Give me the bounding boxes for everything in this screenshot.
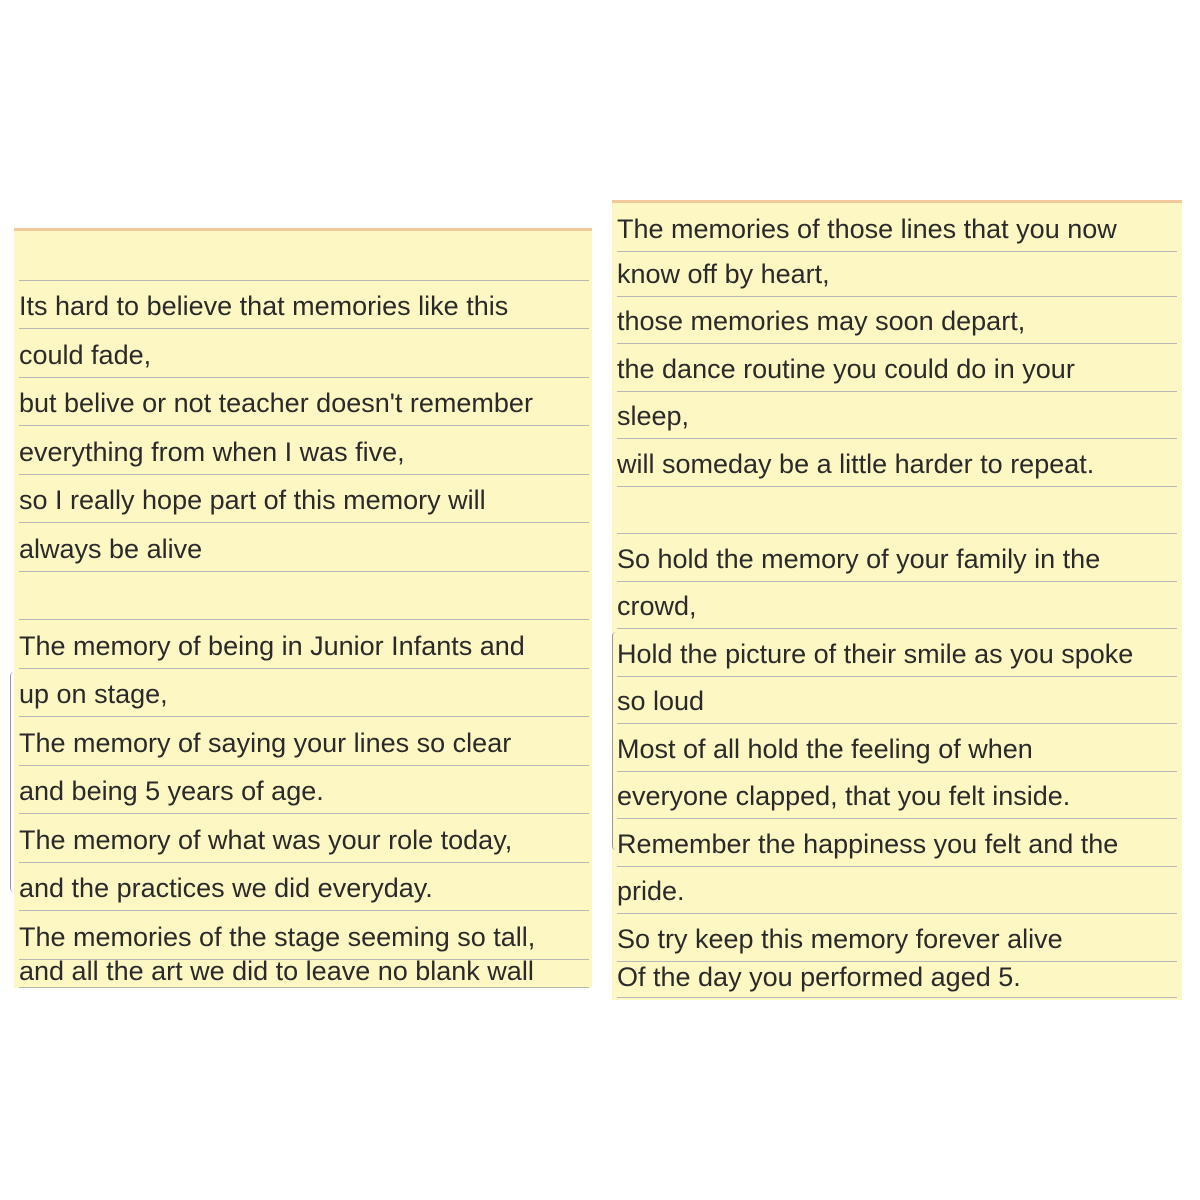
left-note-line-15-text: The memories of the stage seeming so tall, [19, 921, 536, 952]
right-note-line-3-text: those memories may soon depart, [617, 306, 1026, 336]
right-note-line-5-text: sleep, [617, 401, 690, 431]
left-note-line-8 [19, 572, 589, 621]
right-note-line-7 [617, 486, 1177, 535]
right-note-line-2 [617, 248, 1177, 297]
right-note-line-8-text: So hold the memory of your family in the [617, 543, 1101, 574]
right-note-line-12-text: Most of all hold the feeling of when [617, 733, 1033, 764]
left-note-line-10 [19, 669, 589, 718]
left-note-line-9-text: The memory of being in Junior Infants and [19, 630, 525, 661]
left-margin-mark [10, 672, 17, 892]
left-note-line-11-text: The memory of saying your lines so clear [19, 727, 512, 758]
left-note-line-12-text: and being 5 years of age. [19, 776, 324, 806]
right-note-line-14-text: Remember the happiness you felt and the [617, 828, 1119, 859]
left-note-line-1 [19, 232, 589, 281]
right-note-line-13 [617, 771, 1177, 820]
right-note-line-17-text: Of the day you performed aged 5. [617, 961, 1021, 992]
right-note-line-10 [617, 628, 1177, 677]
left-note-line-9 [19, 620, 589, 669]
left-note-line-4 [19, 378, 589, 427]
right-note-line-3 [617, 296, 1177, 345]
left-note-line-2 [19, 281, 589, 330]
right-note-line-11-text: so loud [617, 686, 705, 716]
left-note-line-4-text: but belive or not teacher doesn't remember [19, 388, 533, 418]
left-note-line-6-text: so I really hope part of this memory will [19, 485, 486, 515]
right-note-line-6-text: will someday be a little harder to repeat. [617, 448, 1095, 479]
left-note-line-6 [19, 475, 589, 524]
left-note-line-5-text: everything from when I was five, [19, 436, 405, 467]
left-note-top-border [14, 228, 592, 231]
left-note-page [14, 228, 592, 988]
left-note-line-7-text: always be alive [19, 533, 203, 564]
left-note-line-15 [19, 911, 589, 960]
right-note-line-1-text: The memories of those lines that you now [617, 213, 1117, 244]
right-note-line-4-text: the dance routine you could do in your [617, 353, 1075, 384]
right-note-line-9 [617, 581, 1177, 630]
right-note-line-15 [617, 866, 1177, 915]
left-note-line-12 [19, 766, 589, 815]
left-note-line-3 [19, 329, 589, 378]
left-note-line-2-text: Its hard to believe that memories like this [19, 291, 509, 321]
right-note-line-9-text: crowd, [617, 591, 697, 621]
left-note-line-13-text: The memory of what was your role today, [19, 824, 513, 855]
right-note-page [612, 200, 1182, 1000]
right-margin-mark [612, 632, 619, 850]
right-note-line-6 [617, 438, 1177, 487]
right-note-line-14 [617, 818, 1177, 867]
right-note-line-15-text: pride. [617, 876, 685, 906]
left-note-line-3-text: could fade, [19, 339, 152, 370]
right-note-line-12 [617, 723, 1177, 772]
right-note-line-10-text: Hold the picture of their smile as you spoke [617, 638, 1134, 669]
left-note-line-13 [19, 814, 589, 863]
right-note-line-4 [617, 343, 1177, 392]
left-note-line-11 [19, 717, 589, 766]
right-note-line-11 [617, 676, 1177, 725]
left-note-line-16-text: and all the art we did to leave no blank wall [19, 959, 534, 986]
right-note-line-5 [617, 391, 1177, 440]
left-note-line-16 [19, 960, 589, 988]
right-note-line-1 [617, 203, 1177, 252]
right-note-line-16 [617, 913, 1177, 962]
left-note-line-5 [19, 426, 589, 475]
left-note-line-7 [19, 523, 589, 572]
left-note-line-14-text: and the practices we did everyday. [19, 873, 433, 903]
left-note-line-10-text: up on stage, [19, 679, 168, 709]
left-note-line-14 [19, 863, 589, 912]
right-note-line-2-text: know off by heart, [617, 258, 830, 289]
right-note-line-8 [617, 533, 1177, 582]
right-note-line-16-text: So try keep this memory forever alive [617, 923, 1063, 954]
right-note-line-17 [617, 961, 1177, 998]
right-note-line-13-text: everyone clapped, that you felt inside. [617, 781, 1071, 811]
